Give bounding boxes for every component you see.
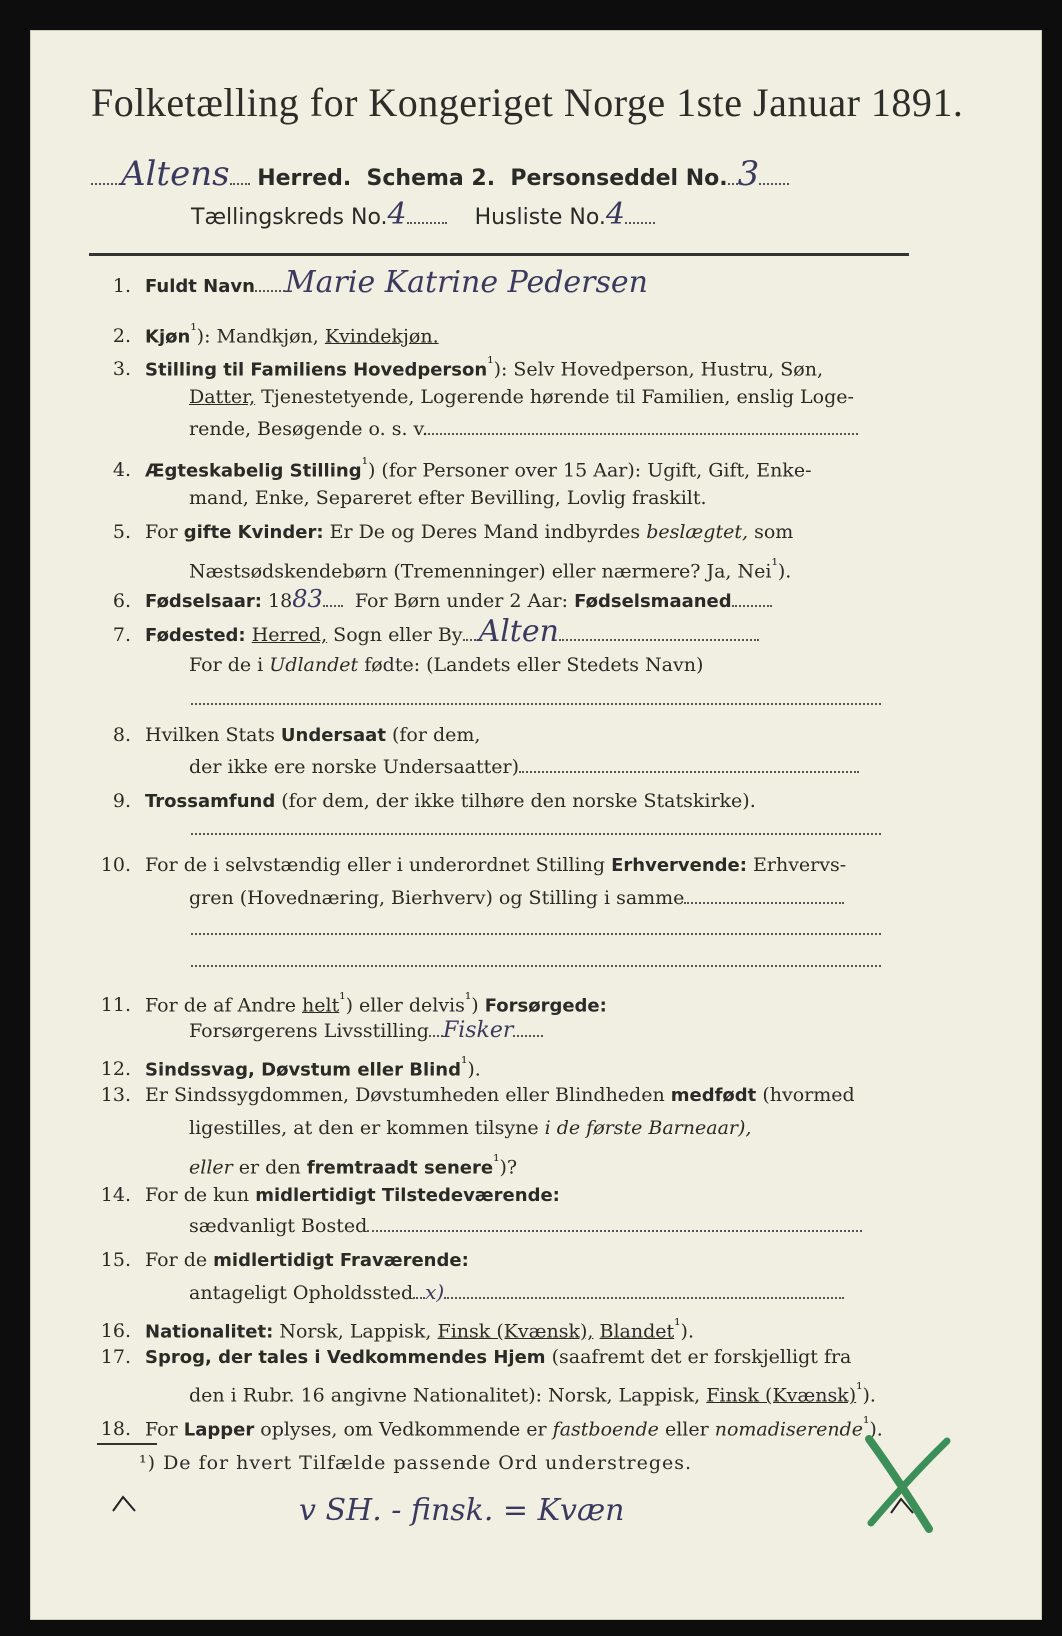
corner-mark-right xyxy=(887,1493,917,1517)
census-form-page xyxy=(30,30,1042,1620)
footnote-rule xyxy=(97,1443,157,1445)
absent-location-value: x) xyxy=(425,1280,445,1304)
header-kreds-line xyxy=(191,199,655,234)
supported-selected: helt xyxy=(302,994,340,1017)
item-7: 7. Fødested: Herred, Sogn eller By Alten xyxy=(91,615,759,653)
provider-occupation-value: Fisker xyxy=(442,1018,514,1043)
nationality-selected: Finsk (Kvænsk), xyxy=(437,1320,594,1343)
nationality-selected-2: Blandet xyxy=(599,1320,675,1343)
item-5-line2: Næstsødskendebørn (Tremenninger) eller nærmere? Ja, Nei$^{^1}$). xyxy=(189,555,792,583)
item-17: 17. Sprog, der tales i Vedkommendes Hjem (saafremt det er forskjelligt fra xyxy=(100,1346,852,1368)
item-3-line3: rende, Besøgende o. s. v. xyxy=(189,417,858,441)
item-2: 2. Kjøn$^{^1}$): Mandkjøn, Kvindekjøn. xyxy=(112,320,439,348)
form-title: Folketælling for Kongeriget Norge 1ste Januar 1891. xyxy=(91,80,964,125)
herred-value: Altens xyxy=(121,154,230,194)
full-name-label: Fuldt Navn xyxy=(145,276,255,297)
item-9: 9. Trossamfund (for dem, der ikke tilhøre den norske Statskirke). xyxy=(112,790,756,812)
item-4-line2: mand, Enke, Separeret efter Bevilling, Lovlig fraskilt. xyxy=(189,487,707,509)
kreds-value: 4 xyxy=(387,197,407,232)
husliste-label: Husliste No. xyxy=(474,205,606,230)
green-x-mark xyxy=(851,1431,961,1541)
family-position-selected: Datter, xyxy=(189,386,256,408)
kreds-label: Tællingskreds No. xyxy=(191,205,388,230)
item-6: 6. Fødselsaar: 1883 For Børn under 2 Aar: Fødselsmaaned xyxy=(91,583,772,618)
item-18: 18. For Lapper oplyses, om Vedkommende er fastboende eller nomadiserende$^{^1}$). xyxy=(100,1413,883,1441)
header-rule xyxy=(89,253,909,256)
item-16: 16. Nationalitet: Norsk, Lappisk, Finsk (Kvænsk), Blandet$^{^1}$). xyxy=(100,1315,694,1343)
item-15: 15. For de midlertidigt Fraværende: xyxy=(100,1249,469,1271)
handwritten-annotation: v SH. - finsk. = Kvæn xyxy=(299,1493,625,1528)
item-4: 4. Ægteskabelig Stilling$^{^1}$) (for Personer over 15 Aar): Ugift, Gift, Enke- xyxy=(112,454,812,482)
language-selected: Finsk (Kvænsk) xyxy=(706,1384,857,1407)
item-10-line2: gren (Hovednæring, Bierhverv) og Stilling i samme xyxy=(189,886,844,910)
item-14-line2: sædvanligt Bosted xyxy=(189,1214,862,1238)
item-14: 14. For de kun midlertidigt Tilstedeværende: xyxy=(100,1184,560,1206)
item-12: 12. Sindssvag, Døvstum eller Blind$^{^1}$). xyxy=(100,1053,481,1081)
item-17-line2: den i Rubr. 16 angivne Nationalitet): Norsk, Lappisk, Finsk (Kvænsk)$^{^1}$). xyxy=(189,1379,876,1407)
item-10: 10. For de i selvstændig eller i underordnet Stilling Erhvervende: Erhvervs- xyxy=(100,854,847,876)
item-11: 11. For de af Andre helt$^{^1}$) eller delvis$^{^1}$) Forsørgede: xyxy=(100,989,607,1017)
item-13-line2: ligestilles, at den er kommen tilsyne i de første Barneaar), xyxy=(189,1117,752,1139)
item-1: 1. Fuldt Navn Marie Katrine Pedersen xyxy=(112,265,648,300)
husliste-value: 4 xyxy=(605,197,626,232)
corner-mark-left xyxy=(109,1491,139,1515)
item-3-line2: Datter, Tjenestetyende, Logerende hørende til Familien, enslig Loge- xyxy=(189,386,854,408)
birthplace-value: Alten xyxy=(478,614,559,649)
item-11-line2: Forsørgerens Livsstilling Fisker xyxy=(189,1019,543,1043)
item-3: 3. Stilling til Familiens Hovedperson$^{^1}$): Selv Hovedperson, Hustru, Søn, xyxy=(112,353,823,381)
herred-label: Herred. xyxy=(257,166,352,191)
footnote: ¹) De for hvert Tilfælde passende Ord understreges. xyxy=(139,1452,693,1474)
header-herred-line xyxy=(91,154,789,196)
item-8: 8. Hvilken Stats Undersaat (for dem, xyxy=(112,724,481,746)
birthplace-selected: Herred, xyxy=(251,624,328,646)
item-13-line3: eller er den fremtraadt senere$^{^1}$)? xyxy=(189,1151,518,1179)
full-name-value: Marie Katrine Pedersen xyxy=(284,265,648,300)
item-8-line2: der ikke ere norske Undersaatter) xyxy=(189,755,859,779)
item-5: 5. For gifte Kvinder: Er De og Deres Mand indbyrdes beslægtet, som xyxy=(112,521,794,543)
item-13: 13. Er Sindssygdommen, Døvstumheden eller Blindheden medfødt (hvormed xyxy=(100,1084,855,1106)
gender-selected: Kvindekjøn. xyxy=(324,325,439,348)
personseddel-value: 3 xyxy=(737,154,760,194)
birth-year-value: 83 xyxy=(292,585,323,613)
schema-label: Schema 2. xyxy=(366,166,496,191)
item-7-line2: For de i Udlandet fødte: (Landets eller Stedets Navn) xyxy=(189,654,704,676)
personseddel-label: Personseddel No. xyxy=(510,166,728,191)
item-15-line2: antageligt Opholdssted x) xyxy=(189,1280,844,1305)
